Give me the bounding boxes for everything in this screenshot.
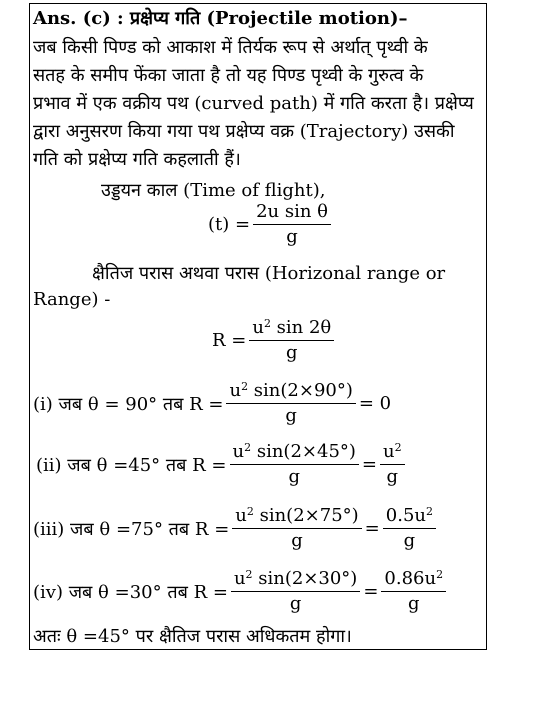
fraction <box>232 506 361 551</box>
range-formula <box>212 318 337 363</box>
num-exponent: 2 <box>246 505 254 518</box>
denominator: g <box>289 593 302 614</box>
num-exponent: 2 <box>241 380 249 393</box>
paragraph-line-4: द्वारा अनुसरण किया गया पथ प्रक्षेप्य वक्र (Trajectory) उसकी <box>33 121 455 142</box>
result-exponent: 2 <box>436 568 444 581</box>
range-label-2: Range) - <box>33 289 111 310</box>
num-rest: sin 2θ <box>270 317 332 338</box>
case-iv <box>33 569 449 614</box>
conclusion: अतः θ =45° पर क्षैतिज परास अधिकतम होगा। <box>33 626 352 647</box>
numerator <box>230 442 359 465</box>
numerator <box>232 506 361 529</box>
result-denominator: g <box>403 530 416 551</box>
num-rest: sin(2×75°) <box>253 505 359 526</box>
num-exponent: 2 <box>263 317 271 330</box>
fraction <box>230 442 359 487</box>
num-exponent: 2 <box>244 441 252 454</box>
fraction <box>231 569 360 614</box>
numerator <box>231 569 360 592</box>
case-result: = 0 <box>358 393 392 414</box>
result-base: 0.86u <box>384 568 437 589</box>
case-iii <box>33 506 439 551</box>
fraction <box>249 318 334 363</box>
result-fraction <box>381 569 446 614</box>
fraction <box>226 381 355 426</box>
num-base: u <box>229 380 242 401</box>
result-fraction <box>383 506 436 551</box>
result-numerator <box>383 506 436 529</box>
result-base: u <box>383 441 395 462</box>
paragraph-line-2: सतह के समीप फेंका जाता है तो यह पिण्ड पृथ्वी के गुरुत्व के <box>33 65 424 86</box>
denominator: g <box>288 466 300 487</box>
denominator: g <box>286 342 298 363</box>
range-label-1: क्षैतिज परास अथवा परास (Horizonal range or <box>92 263 446 284</box>
denominator: g <box>286 226 298 247</box>
time-of-flight-label: उड्डयन काल (Time of flight), <box>101 180 326 201</box>
paragraph-line-3: प्रभाव में एक वक्रीय पथ (curved path) में गति करता है। प्रक्षेप्य <box>33 93 474 114</box>
result-numerator <box>381 569 446 592</box>
num-base: u <box>233 568 246 589</box>
time-of-flight-formula <box>208 202 334 247</box>
equals-sign: = <box>363 581 379 602</box>
case-prefix: (iii) जब θ =75° तब R = <box>33 518 230 540</box>
num-rest: sin(2×45°) <box>251 441 356 462</box>
numerator <box>249 318 334 341</box>
formula-lhs: (t) = <box>208 214 251 235</box>
result-numerator <box>380 442 405 465</box>
numerator <box>226 381 355 404</box>
num-exponent: 2 <box>245 568 253 581</box>
case-prefix: (iv) जब θ =30° तब R = <box>33 581 228 603</box>
paragraph-line-1: जब किसी पिण्ड को आकाश में तिर्यक रूप से अर्थात् पृथ्वी के <box>33 37 428 58</box>
result-exponent: 2 <box>425 505 433 518</box>
formula-lhs: R = <box>212 330 247 351</box>
num-base: u <box>232 441 245 462</box>
num-rest: sin(2×90°) <box>248 380 353 401</box>
fraction <box>253 202 331 247</box>
equals-sign: = <box>361 454 378 475</box>
numerator: 2u sin θ <box>253 202 331 225</box>
case-prefix: (ii) जब θ =45° तब R = <box>36 454 227 476</box>
result-base: 0.5u <box>385 505 426 526</box>
case-prefix: (i) जब θ = 90° तब R = <box>33 393 224 415</box>
result-denominator: g <box>386 466 399 487</box>
num-base: u <box>252 317 264 338</box>
denominator: g <box>285 405 297 426</box>
case-ii <box>36 442 408 487</box>
num-base: u <box>235 505 247 526</box>
answer-title: Ans. (c) : प्रक्षेप्य गति (Projectile motion)– <box>33 8 408 29</box>
result-denominator: g <box>407 593 420 614</box>
result-fraction <box>380 442 405 487</box>
equals-sign: = <box>364 518 380 539</box>
num-rest: sin(2×30°) <box>252 568 358 589</box>
result-exponent: 2 <box>394 441 402 454</box>
case-i <box>33 381 391 426</box>
paragraph-line-5: गति को प्रक्षेप्य गति कहलाती हैं। <box>33 149 241 170</box>
denominator: g <box>291 530 303 551</box>
